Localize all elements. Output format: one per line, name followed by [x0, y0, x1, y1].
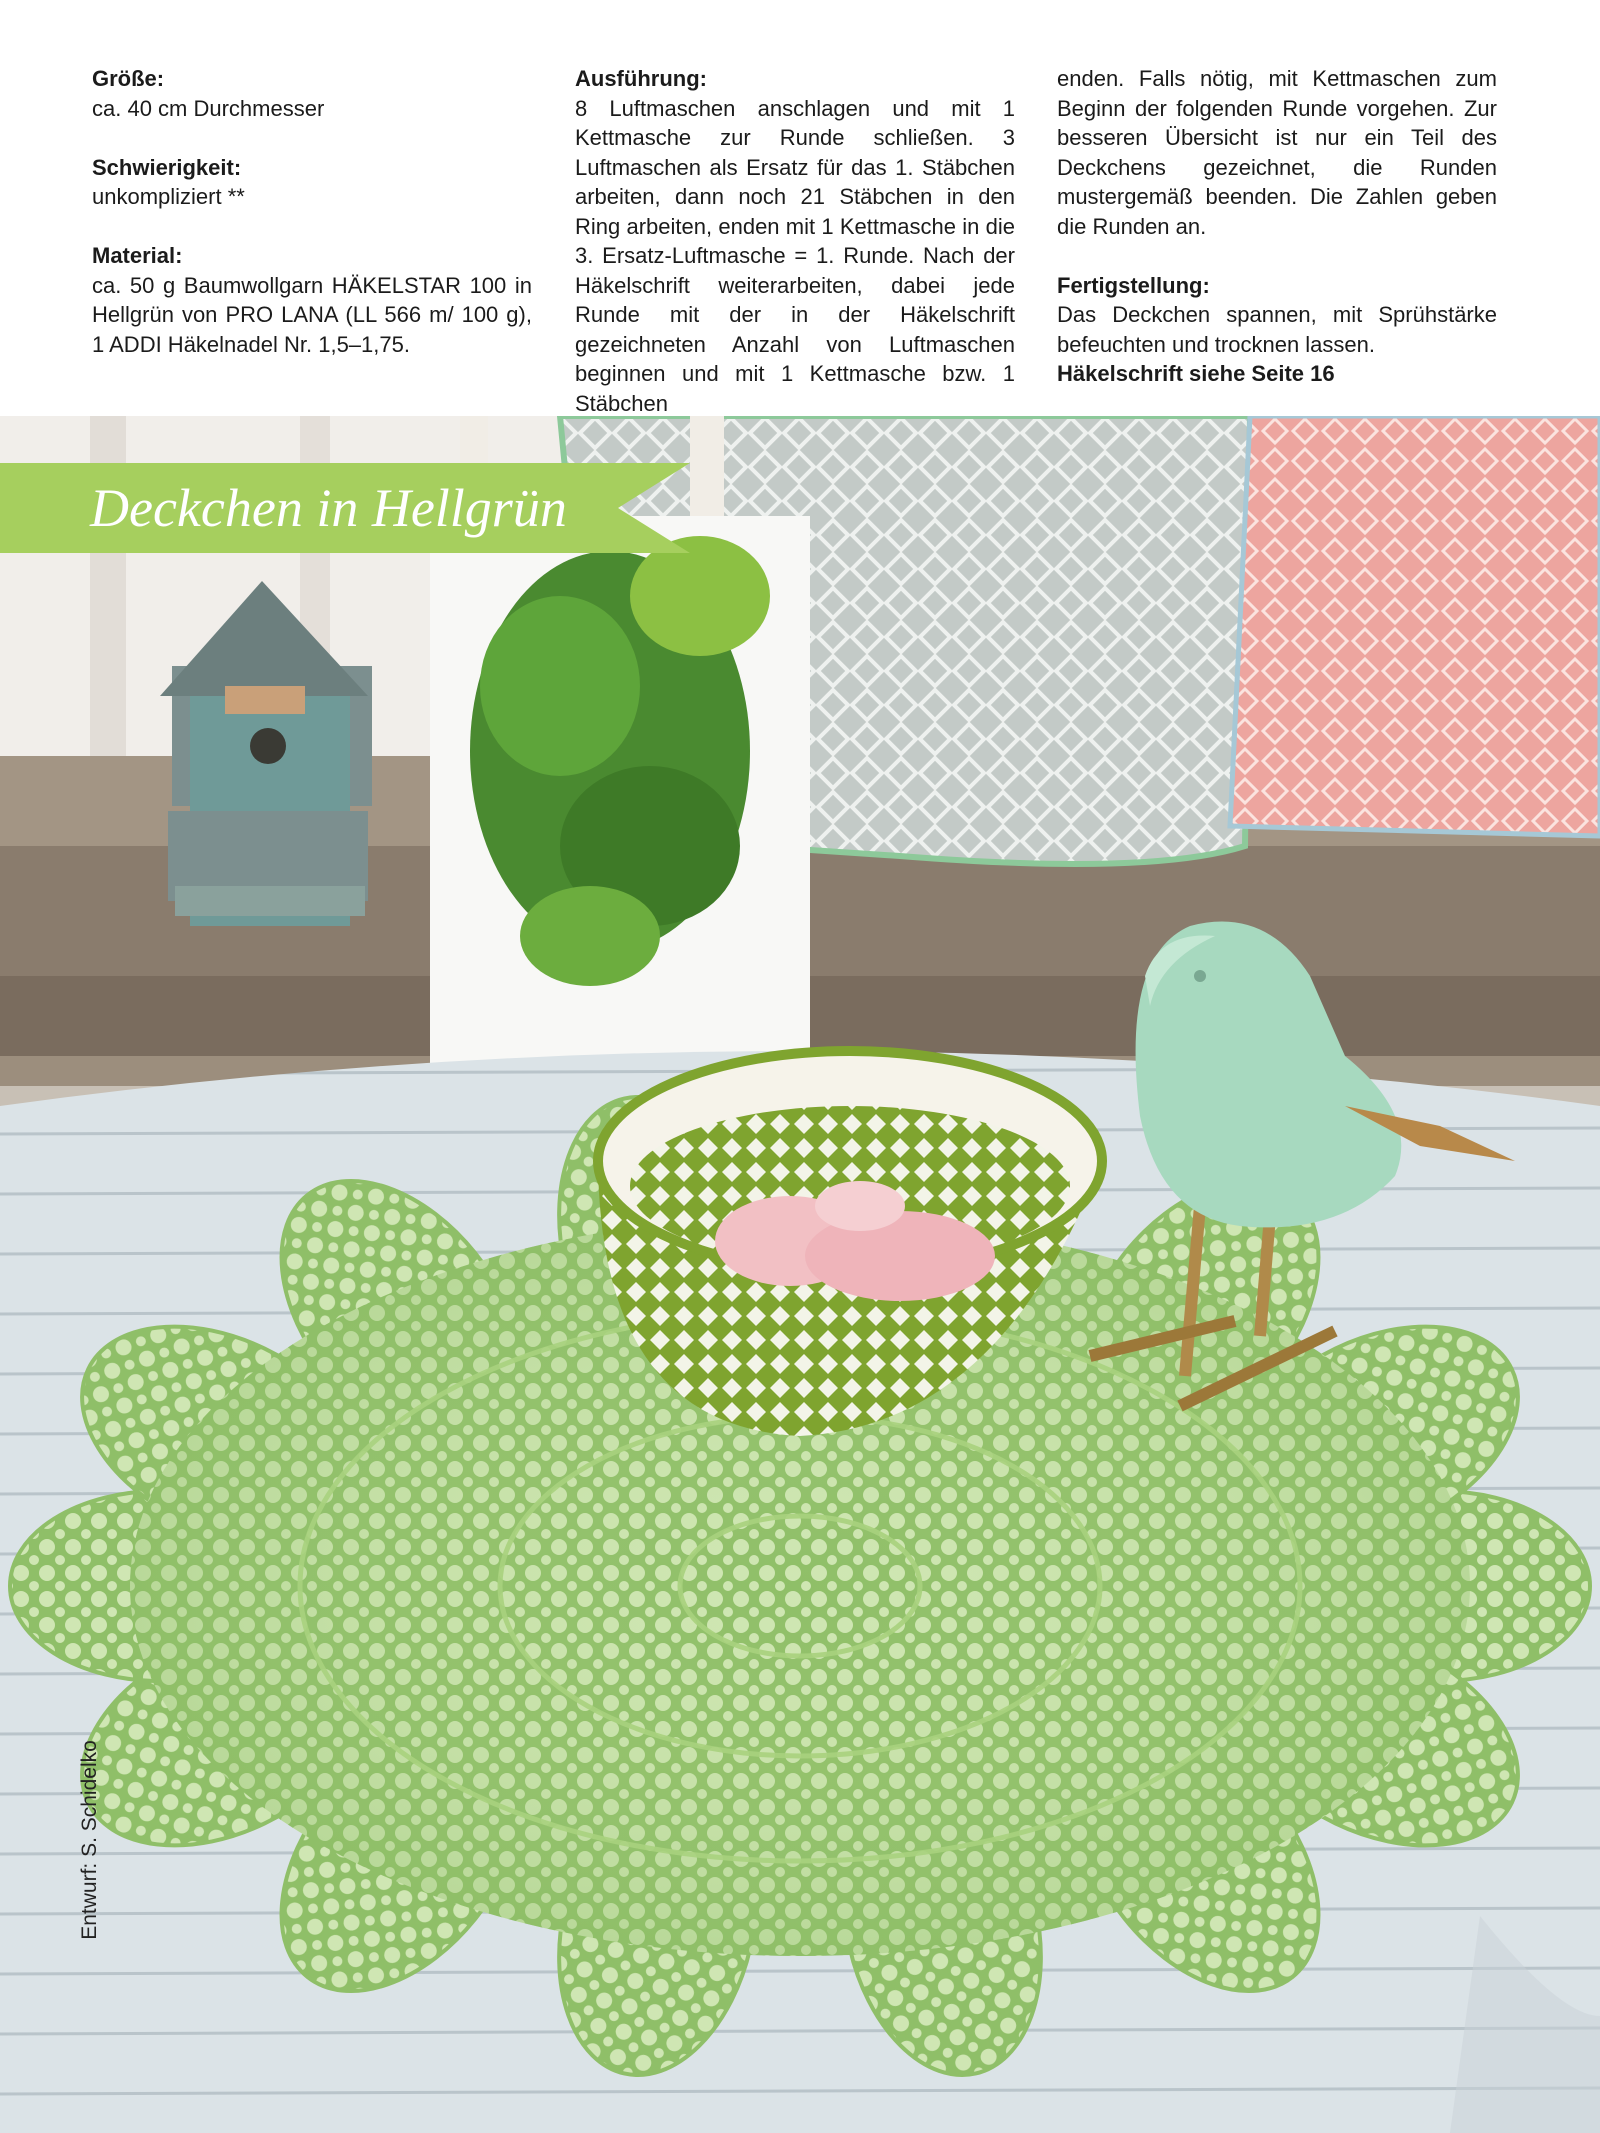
- title-banner: [0, 463, 690, 553]
- finishing-section: [1057, 271, 1497, 389]
- difficulty-section: [92, 153, 532, 212]
- execution-text: 8 Luftmaschen anschlagen und mit 1 Kettmasche zur Runde schließen. 3 Luftmaschen als Ersatz für das 1. Stäbchen arbeiten, dann noch 21 Stäbchen in den Ring arbeiten, enden mit 1 Kettmasche in die 3. Ersatz-Luftmasche = 1. Runde. Nach der Häkelschrift weiterarbeiten, dabei jede Runde mit der in der Häkelschrift gezeichneten Anzahl von Luftmaschen beginnen und mit 1 Kettmasche bzw. 1 Stäbchen: [575, 95, 1015, 416]
- chart-reference: Häkelschrift siehe Seite 16: [1057, 361, 1335, 386]
- material-heading: Material:: [92, 243, 183, 268]
- photo-illustration: [0, 416, 1600, 2133]
- column-2: [575, 64, 1015, 418]
- product-photo: [0, 416, 1600, 2133]
- difficulty-heading: Schwierigkeit:: [92, 154, 242, 180]
- column-1: [92, 64, 532, 389]
- size-value: ca. 40 cm Durchmesser: [92, 95, 325, 121]
- execution-text-continued: enden. Falls nötig, mit Kettmaschen zum Beginn der folgenden Runde vorgehen. Zur besseren Übersicht ist nur ein Teil des Deckchens gezeichnet, die Runden mustergemäß beenden. Die Zahlen geben die Runden an.: [1057, 66, 1497, 239]
- execution-continued: [1057, 64, 1497, 241]
- size-section: [92, 64, 532, 123]
- difficulty-value: unkompliziert **: [92, 184, 245, 209]
- article-text: [0, 0, 1600, 416]
- design-credit: Entwurf: S. Schidelko: [78, 1740, 101, 1940]
- finishing-text: Das Deckchen spannen, mit Sprühstärke befeuchten und trocknen lassen.: [1057, 302, 1497, 357]
- herb-card: [430, 516, 810, 1086]
- article-title: Deckchen in Hellgrün: [90, 478, 567, 538]
- column-3: [1057, 64, 1497, 418]
- material-section: [92, 241, 532, 359]
- size-heading: Größe:: [92, 66, 165, 91]
- finishing-heading: Fertigstellung:: [1057, 272, 1210, 298]
- material-text: ca. 50 g Baumwollgarn HÄKELSTAR 100 in Hellgrün von PRO LANA (LL 566 m/ 100 g), 1 ADDI Häkelnadel Nr. 1,5–1,75.: [92, 272, 532, 357]
- execution-heading: Ausführung:: [575, 66, 707, 91]
